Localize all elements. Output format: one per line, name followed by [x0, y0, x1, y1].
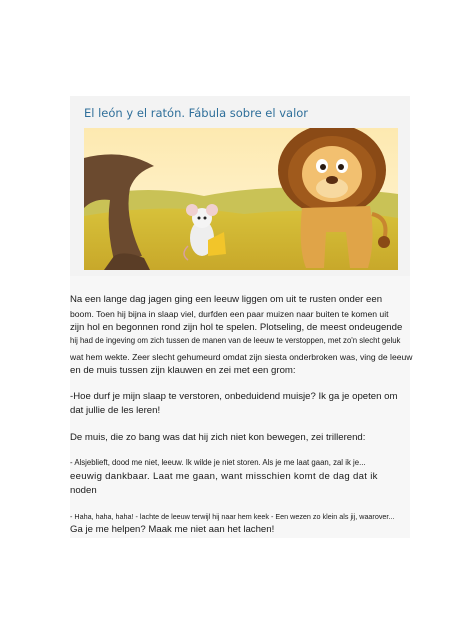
text-line: Na een lange dag jagen ging een leeuw liggen om uit te rusten onder een [70, 294, 383, 305]
story-text [70, 276, 413, 538]
text-line: boom. Toen hij bijna in slaap viel, durfden een paar muizen naar buiten te komen uit [70, 309, 389, 319]
article-card [70, 96, 410, 276]
text-line: - Haha, haha, haha! - lachte de leeuw terwijl hij naar hem keek - Een wezen zo klein als jij, waarover... [70, 512, 395, 521]
paragraph-2 [70, 390, 397, 418]
text-line: - Alsjeblieft, dood me niet, leeuw. Ik wilde je niet storen. Als je me laat gaan, zal ik je... [70, 458, 366, 467]
paragraph-1-small [70, 334, 400, 347]
text-line: en de muis tussen zijn klauwen en zei met een grom: [70, 365, 296, 376]
text-line: hij had de ingeving om zich tussen de manen van de leeuw te verstoppen, met zo'n slecht geluk [70, 336, 401, 345]
lion-mouse-illustration [84, 128, 398, 270]
text-line: -Hoe durf je mijn slaap te verstoren, onbeduidend muisje? Ik ga je opeten om [70, 391, 398, 402]
paragraph-1-end [70, 350, 413, 378]
paragraph-4-small [70, 456, 366, 469]
paragraph-3 [70, 431, 365, 445]
paragraph-5 [70, 523, 274, 537]
text-line: wat hem wekte. Zeer slecht gehumeurd omdat zijn siesta onderbroken was, ving de leeuw [70, 352, 413, 362]
text-line: De muis, die zo bang was dat hij zich niet kon bewegen, zei trillerend: [70, 432, 366, 443]
paragraph-1 [70, 293, 402, 335]
paragraph-4 [70, 470, 378, 498]
text-line: zijn hol en begonnen rond zijn hol te spelen. Plotseling, de meest ondeugende [70, 322, 403, 333]
text-line: eeuwig dankbaar. Laat me gaan, want misschien komt de dag dat ik [70, 471, 378, 482]
text-line: noden [70, 485, 97, 496]
article-title: El león y el ratón. Fábula sobre el valor [84, 106, 309, 120]
paragraph-5-small [70, 510, 394, 523]
text-line: dat jullie de les leren! [70, 405, 161, 416]
text-line: Ga je me helpen? Maak me niet aan het lachen! [70, 524, 275, 535]
